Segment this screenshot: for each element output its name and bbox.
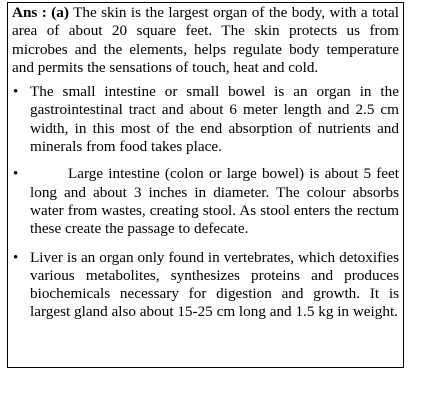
- bullet-list: [12, 83, 403, 322]
- list-item-text: Liver is an organ only found in vertebrates, which detoxifies various metabolites, synthesizes proteins and produces biochemicals necessary for digestion and growth. It is largest gland also about 15-25 cm long and 1.5 kg in weight.: [30, 248, 399, 321]
- bullet-icon: •: [13, 166, 19, 183]
- list-item-text: The small intestine or small bowel is an organ in the gastrointestinal tract and about 6 meter length and 2.5 cm width, in this most of the end absorption of nutrients and minerals from food takes place.: [30, 83, 399, 156]
- bullet-icon: •: [13, 249, 19, 266]
- answer-intro-paragraph: [12, 4, 403, 77]
- answer-label: Ans : (a): [12, 4, 69, 21]
- list-item-small-intestine: [12, 83, 403, 156]
- list-item-large-intestine: [12, 165, 403, 238]
- answer-intro-text: The skin is the largest organ of the body, with a total area of about 20 square feet. The skin protects us from microbes and the elements, helps regulate body temperature and permits the sensations of touch, heat and cold.: [12, 4, 399, 76]
- answer-box: [7, 2, 404, 368]
- bullet-icon: •: [13, 84, 19, 101]
- list-item-liver: [12, 249, 403, 322]
- list-item-text: Large intestine (colon or large bowel) is about 5 feet long and about 3 inches in diameter. The colour absorbs water from wastes, creating stool. As stool enters the rectum these create the passage to defecate.: [30, 165, 399, 238]
